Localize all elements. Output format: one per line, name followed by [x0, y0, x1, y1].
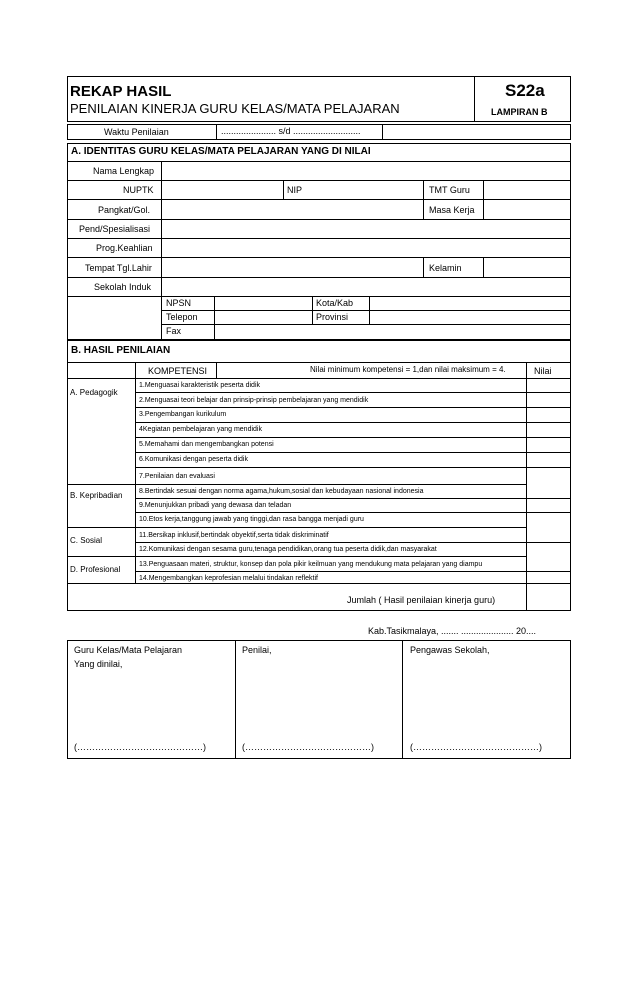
score-input[interactable] — [527, 543, 570, 556]
field-nama[interactable] — [162, 162, 570, 180]
kompetensi-header: KOMPETENSI — [148, 366, 208, 376]
row-line — [135, 498, 571, 499]
group-profesional: D. Profesional — [70, 565, 121, 574]
label-nama: Nama Lengkap — [93, 166, 155, 176]
period-label: Waktu Penilaian — [104, 127, 169, 137]
identity-section-title: A. IDENTITAS GURU KELAS/MATA PELAJARAN YANG DI NILAI — [71, 146, 371, 157]
competency-item: 3.Pengembangan kurikulum — [139, 411, 227, 418]
row-line — [135, 422, 571, 423]
field-sekolah[interactable] — [162, 278, 570, 296]
res-head-bottom — [67, 378, 571, 379]
sig-pengawas-name[interactable]: (……………………………………) — [410, 742, 542, 752]
score-input[interactable] — [527, 438, 570, 452]
attachment-label: LAMPIRAN B — [491, 107, 548, 117]
results-section-title: B. HASIL PENILAIAN — [71, 345, 171, 356]
sig-guru-subtitle: Yang dinilai, — [74, 659, 123, 669]
field-kelamin[interactable] — [484, 258, 570, 277]
label-kota: Kota/Kab — [316, 298, 354, 308]
competency-item: 9.Menunjukkan pribadi yang dewasa dan teladan — [139, 502, 292, 509]
label-prog: Prog.Keahlian — [96, 243, 153, 253]
row-line — [135, 452, 571, 453]
row-line — [135, 407, 571, 408]
field-ttl[interactable] — [162, 258, 422, 277]
competency-item: 10.Etos kerja,tanggung jawab yang tinggi,dan rasa bangga menjadi guru — [139, 516, 364, 523]
label-pend: Pend/Spesialisasi — [79, 224, 151, 234]
row-line — [135, 467, 571, 468]
sig-penilai-name[interactable]: (……………………………………) — [242, 742, 374, 752]
total-input[interactable] — [527, 584, 570, 610]
score-input[interactable] — [527, 499, 570, 512]
sch-vline-2 — [312, 296, 313, 324]
period-divider-2 — [382, 124, 383, 140]
row-line — [135, 512, 571, 513]
competency-item: 14.Mengembangkan keprofesian melalui tindakan reflektif — [139, 575, 318, 582]
field-prog[interactable] — [162, 239, 570, 257]
period-divider — [216, 124, 217, 140]
header-divider — [474, 76, 475, 122]
field-nip[interactable] — [300, 181, 422, 199]
sig-penilai-title: Penilai, — [242, 645, 272, 655]
score-input[interactable] — [527, 513, 570, 527]
form-subtitle: PENILAIAN KINERJA GURU KELAS/MATA PELAJARAN — [70, 101, 400, 116]
label-masa-kerja: Masa Kerja — [429, 205, 475, 215]
label-npsn: NPSN — [166, 298, 192, 308]
label-fax: Fax — [166, 326, 182, 336]
field-kota[interactable] — [370, 297, 570, 310]
competency-item: 12.Komunikasi dengan sesama guru,tenaga pendidikan,orang tua peserta didik,dan masyarakat — [139, 546, 437, 553]
field-fax[interactable] — [215, 325, 570, 340]
form-title: REKAP HASIL — [70, 83, 172, 100]
label-sekolah: Sekolah Induk — [94, 282, 152, 292]
label-nuptk: NUPTK — [123, 185, 154, 195]
competency-item: 5.Memahami dan mengembangkan potensi — [139, 441, 274, 448]
score-input[interactable] — [527, 528, 570, 542]
field-masa-kerja[interactable] — [484, 200, 570, 219]
group-pedagogik: A. Pedagogik — [70, 388, 118, 397]
score-input[interactable] — [527, 557, 570, 571]
field-telepon[interactable] — [215, 311, 311, 324]
sig-guru-title: Guru Kelas/Mata Pelajaran — [74, 645, 183, 655]
id-vline-r1 — [423, 180, 424, 219]
period-value[interactable]: ...................... s/d ........................... — [221, 126, 361, 136]
score-input[interactable] — [527, 453, 570, 467]
res-vline-head — [216, 362, 217, 378]
form-code: S22a — [505, 81, 545, 100]
score-input[interactable] — [527, 572, 570, 583]
field-nuptk[interactable] — [162, 181, 282, 199]
score-input[interactable] — [527, 423, 570, 437]
grp-sep-1 — [67, 484, 527, 485]
id-vline-nip — [283, 180, 284, 199]
score-input[interactable] — [527, 468, 570, 484]
row-line — [135, 542, 571, 543]
label-provinsi: Provinsi — [316, 312, 349, 322]
label-tmt: TMT Guru — [429, 185, 470, 195]
sig-pengawas-title: Pengawas Sekolah, — [410, 645, 490, 655]
competency-item: 11.Bersikap inklusif,bertindak obyektif,serta tidak diskriminatif — [139, 532, 329, 539]
competency-item: 8.Bertindak sesuai dengan norma agama,hukum,sosial dan kebudayaan nasional indonesia — [139, 488, 424, 495]
field-provinsi[interactable] — [370, 311, 570, 324]
field-pangkat[interactable] — [162, 200, 422, 219]
row-line — [135, 571, 571, 572]
score-input[interactable] — [527, 393, 570, 407]
score-note: Nilai minimum kompetensi = 1,dan nilai maksimum = 4. — [310, 365, 506, 374]
competency-item: 13.Penguasaan materi, struktur, konsep dan pola pikir keilmuan yang mendukung mata pelajaran yang diampu — [139, 561, 483, 568]
group-kepribadian: B. Kepribadian — [70, 491, 123, 500]
res-vline-group — [135, 362, 136, 583]
grp-sep-3 — [67, 556, 527, 557]
sig-guru-name[interactable]: (……………………………………) — [74, 742, 206, 752]
place-date[interactable]: Kab.Tasikmalaya, ....... ..................... 20.... — [368, 626, 537, 636]
sig-divider-1 — [235, 640, 236, 759]
field-pend[interactable] — [162, 220, 570, 238]
group-sosial: C. Sosial — [70, 536, 103, 545]
id-vline-r3 — [423, 257, 424, 277]
label-telepon: Telepon — [166, 312, 198, 322]
field-tmt[interactable] — [484, 181, 570, 199]
sig-divider-2 — [402, 640, 403, 759]
grp-sep-2 — [67, 527, 527, 528]
label-kelamin: Kelamin — [429, 263, 462, 273]
field-npsn[interactable] — [215, 297, 311, 310]
competency-item: 6.Komunikasi dengan peserta didik — [139, 456, 248, 463]
label-pangkat: Pangkat/Gol. — [98, 205, 151, 215]
res-bottom-line — [67, 583, 571, 584]
score-input[interactable] — [527, 485, 570, 498]
label-ttl: Tempat Tgl.Lahir — [85, 263, 152, 273]
row-line — [135, 437, 571, 438]
competency-item: 4Kegiatan pembelajaran yang mendidik — [139, 426, 262, 433]
competency-item: 7.Penilaian dan evaluasi — [139, 473, 215, 480]
nilai-header: Nilai — [534, 366, 552, 376]
competency-item: 2.Menguasai teori belajar dan prinsip-prinsip pembelajaran yang mendidik — [139, 397, 369, 404]
row-line — [135, 392, 571, 393]
res-head-top — [67, 362, 571, 363]
score-input[interactable] — [527, 408, 570, 422]
score-input[interactable] — [527, 379, 570, 392]
label-nip: NIP — [287, 185, 303, 195]
total-label: Jumlah ( Hasil penilaian kinerja guru) — [347, 595, 496, 605]
competency-item: 1.Menguasai karakteristik peserta didik — [139, 382, 261, 389]
